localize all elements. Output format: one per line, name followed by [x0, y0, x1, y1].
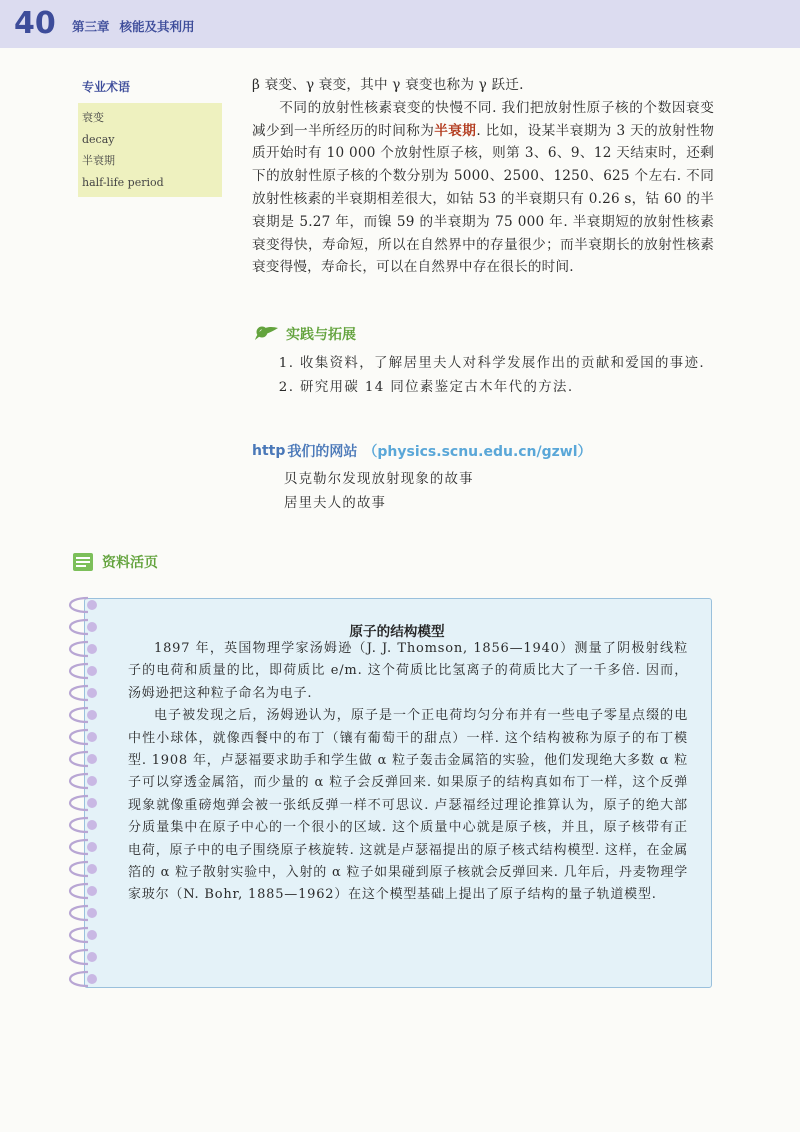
chapter-label: 第三章	[72, 19, 110, 34]
website-url[interactable]: （physics.scnu.edu.cn/gzwl）	[363, 444, 592, 460]
website-heading	[252, 441, 592, 461]
website-links	[284, 468, 474, 516]
practice-item: 2. 研究用碳 14 同位素鉴定古木年代的方法.	[278, 380, 574, 395]
chapter-title: 核能及其利用	[119, 19, 195, 34]
notebook-heading	[72, 552, 158, 572]
website-link[interactable]: 贝克勒尔发现放射现象的故事	[284, 472, 474, 487]
practice-list	[252, 352, 714, 400]
website-link[interactable]: 居里夫人的故事	[284, 496, 387, 511]
notebook-paragraph: 电子被发现之后，汤姆逊认为，原子是一个正电荷均匀分布并有一些电子零星点缀的电中性小球体，就像西餐中的布丁（镶有葡萄干的甜点）一样. 这个结构被称为原子的布丁模型. 1908 年，卢瑟福要求助手和学生做 α 粒子轰击金属箔的实验，他们发现绝大多数 α 粒子可以穿透金属箔，而少量的 α 粒子会反弹回来. 如果原子的结构真如布丁一样，这个反弹现象就像重磅炮弹会被一张纸反弹一样不可思议. 卢瑟福经过理论推算认为，原子的绝大部分质量集中在原子中心的一个很小的区域. 这个质量中心就是原子核，并且，原子核带有正电荷，原子中的电子围绕原子核旋转. 这就是卢瑟福提出的原子核式结构模型. 这样，在金属箔的 α 粒子散射实验中，入射的 α 粒子如果碰到原子核就会反弹回来. 几年后，丹麦物理学家玻尔（N. Bohr, 1885—1962）在这个模型基础上提出了原子结构的量子轨道模型.	[128, 708, 688, 903]
page-number: 40	[14, 6, 56, 41]
sprout-icon	[252, 324, 282, 344]
practice-title: 实践与拓展	[286, 327, 356, 343]
paragraph	[252, 97, 714, 279]
practice-heading	[252, 324, 356, 344]
notebook-title: 原子的结构模型	[349, 624, 445, 640]
http-icon: http	[252, 443, 286, 459]
spiral-binding	[58, 588, 102, 998]
notebook-paragraph: 1897 年，英国物理学家汤姆逊（J. J. Thomson, 1856—1940）测量了阴极射线粒子的电荷和质量的比，即荷质比 e/m. 这个荷质比比氢离子的荷质比大了一千多倍. 因而，汤姆逊把这种粒子命名为电子.	[128, 641, 688, 701]
glossary-term: decay	[82, 132, 115, 146]
paragraph-part: . 比如，设某半衰期为 3 天的放射性物质开始时有 10 000 个放射性原子核，则第 3、6、9、12 天结束时，还剩下的放射性原子核的个数分别为 5000、2500、1250、625 个左右. 不同放射性核素的半衰期相差很大，如钴 53 的半衰期只有 0.26 s，钴 60 的半衰期是 5.27 年，而镍 59 的半衰期为 75 000 年. 半衰期短的放射性核素衰变得快，寿命短，所以在自然界中的存量很少；而半衰期长的放射性核素衰变得慢，寿命长，可以在自然界中存在很长的时间.	[252, 122, 714, 276]
glossary-term: 衰变	[82, 111, 104, 124]
highlighted-term: 半衰期	[434, 122, 477, 139]
notebook-body	[128, 638, 688, 907]
glossary-box	[78, 103, 222, 197]
notepad-icon	[72, 552, 94, 572]
notebook-section-title: 资料活页	[102, 555, 158, 571]
glossary-term: half-life period	[82, 175, 164, 189]
practice-item: 1. 收集资料，了解居里夫人对科学发展作出的贡献和爱国的事迹.	[278, 356, 706, 371]
glossary-title: 专业术语	[82, 80, 131, 94]
glossary-sidebar	[78, 78, 222, 197]
glossary-term: 半衰期	[82, 154, 115, 167]
main-text	[252, 74, 714, 279]
paragraph-part: 不同的放射性核素衰变的快慢不同. 我们把放射性原子核的个数因衰变减少到一半所经历的时间称为	[252, 99, 714, 139]
website-title: 我们的网站	[287, 444, 358, 460]
paragraph: β 衰变、γ 衰变，其中 γ 衰变也称为 γ 跃迁.	[252, 77, 524, 93]
chapter-heading	[72, 17, 205, 35]
